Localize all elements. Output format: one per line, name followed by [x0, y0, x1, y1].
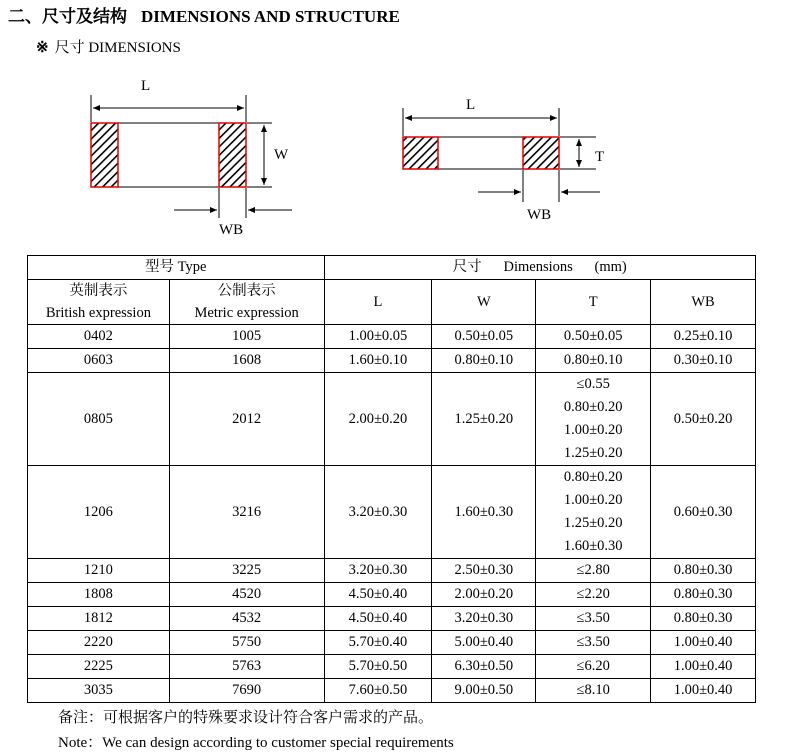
- length-cell: 3.20±0.30: [324, 559, 432, 583]
- thickness-value: 1.00±0.20: [563, 422, 623, 438]
- wb-cell: 1.00±0.40: [651, 655, 756, 679]
- terminal-left-side: [403, 137, 438, 169]
- thickness-value: 1.25±0.20: [563, 445, 623, 461]
- note-en: Note：We can design according to customer special requirements: [58, 735, 454, 751]
- terminal-right-side: [523, 137, 559, 169]
- length-cell: 2.00±0.20: [324, 373, 432, 466]
- width-cell: 9.00±0.50: [432, 679, 536, 703]
- length-cell: 4.50±0.40: [324, 607, 432, 631]
- thickness-value: ≤3.50: [576, 610, 610, 626]
- subtitle-cn: 尺寸: [54, 40, 85, 56]
- metric-code-cell: 4520: [169, 583, 324, 607]
- thickness-value: ≤3.50: [576, 634, 610, 650]
- width-cell: 5.00±0.40: [432, 631, 536, 655]
- thickness-cell: [536, 655, 651, 679]
- table-row: [28, 631, 756, 655]
- table-row: [28, 325, 756, 349]
- wb-cell: 0.30±0.10: [651, 349, 756, 373]
- width-cell: 0.50±0.05: [432, 325, 536, 349]
- length-cell: 5.70±0.50: [324, 655, 432, 679]
- british-header-en: British expression: [45, 305, 151, 321]
- table-header-row-2: [28, 280, 756, 325]
- thickness-cell: [536, 325, 651, 349]
- table-row: [28, 373, 756, 466]
- type-header: 型号 Type: [28, 256, 325, 280]
- metric-code-cell: 5750: [169, 631, 324, 655]
- note-cn: 备注：可根据客户的特殊要求设计符合客户需求的产品。: [58, 710, 434, 726]
- thickness-cell: [536, 559, 651, 583]
- side-wb-label: WB: [527, 207, 552, 223]
- reference-mark-icon: ※: [36, 40, 49, 56]
- top-wb-label: WB: [219, 222, 244, 238]
- wb-cell: 1.00±0.40: [651, 631, 756, 655]
- dimensions-header-cn: 尺寸: [452, 259, 482, 275]
- metric-header: [169, 280, 324, 325]
- terminal-right-top: [219, 123, 246, 187]
- metric-header-en: Metric expression: [194, 305, 299, 321]
- thickness-value: 1.60±0.30: [563, 538, 623, 554]
- length-cell: 1.00±0.05: [324, 325, 432, 349]
- terminal-left-top: [91, 123, 118, 187]
- table-row: [28, 607, 756, 631]
- british-header-cn: 英制表示: [69, 283, 128, 299]
- british-code-cell: 2225: [28, 655, 170, 679]
- section-title-en: DIMENSIONS AND STRUCTURE: [141, 7, 400, 26]
- side-length-label: L: [466, 97, 476, 113]
- wb-cell: 0.80±0.30: [651, 559, 756, 583]
- wb-cell: 0.25±0.10: [651, 325, 756, 349]
- length-cell: 7.60±0.50: [324, 679, 432, 703]
- thickness-value: 0.50±0.05: [563, 328, 623, 344]
- wb-cell: 0.80±0.30: [651, 607, 756, 631]
- side-view-diagram: [403, 97, 604, 223]
- thickness-cell: [536, 631, 651, 655]
- metric-code-cell: 3216: [169, 466, 324, 559]
- british-code-cell: 3035: [28, 679, 170, 703]
- thickness-cell: [536, 679, 651, 703]
- length-cell: 4.50±0.40: [324, 583, 432, 607]
- thickness-value: 0.80±0.20: [563, 399, 623, 415]
- width-cell: 6.30±0.50: [432, 655, 536, 679]
- thickness-value: ≤2.20: [576, 586, 610, 602]
- table-row: [28, 559, 756, 583]
- col-header-l: L: [324, 280, 432, 325]
- british-code-cell: 1808: [28, 583, 170, 607]
- col-header-t: T: [536, 280, 651, 325]
- thickness-cell: [536, 607, 651, 631]
- thickness-cell: [536, 466, 651, 559]
- metric-header-cn: 公制表示: [217, 283, 276, 299]
- section-title-cn: 二、尺寸及结构: [8, 7, 127, 26]
- thickness-value: ≤0.55: [576, 376, 610, 392]
- thickness-value: ≤8.10: [576, 682, 610, 698]
- metric-code-cell: 1608: [169, 349, 324, 373]
- top-view-diagram: [91, 78, 292, 238]
- british-code-cell: 2220: [28, 631, 170, 655]
- british-code-cell: 1812: [28, 607, 170, 631]
- width-cell: 2.50±0.30: [432, 559, 536, 583]
- thickness-value: 1.00±0.20: [563, 492, 623, 508]
- thickness-cell: [536, 373, 651, 466]
- metric-code-cell: 1005: [169, 325, 324, 349]
- dimensions-header: [324, 256, 755, 280]
- thickness-cell: [536, 349, 651, 373]
- thickness-value: 1.25±0.20: [563, 515, 623, 531]
- length-cell: 1.60±0.10: [324, 349, 432, 373]
- wb-cell: 0.50±0.20: [651, 373, 756, 466]
- thickness-cell: [536, 583, 651, 607]
- table-row: [28, 466, 756, 559]
- table-row: [28, 583, 756, 607]
- top-length-label: L: [141, 78, 151, 94]
- thickness-value: ≤2.80: [576, 562, 610, 578]
- width-cell: 2.00±0.20: [432, 583, 536, 607]
- subtitle-en: DIMENSIONS: [88, 40, 181, 56]
- dimensions-header-en: Dimensions: [503, 259, 573, 275]
- metric-code-cell: 4532: [169, 607, 324, 631]
- british-code-cell: 0805: [28, 373, 170, 466]
- british-code-cell: 0402: [28, 325, 170, 349]
- metric-code-cell: 2012: [169, 373, 324, 466]
- table-body: [28, 325, 756, 703]
- dimension-diagram: [0, 0, 798, 250]
- wb-cell: 0.60±0.30: [651, 466, 756, 559]
- british-header: [28, 280, 170, 325]
- british-code-cell: 1210: [28, 559, 170, 583]
- dimensions-table: [27, 255, 756, 703]
- wb-cell: 1.00±0.40: [651, 679, 756, 703]
- width-cell: 1.60±0.30: [432, 466, 536, 559]
- wb-cell: 0.80±0.30: [651, 583, 756, 607]
- top-width-label: W: [274, 147, 289, 163]
- col-header-w: W: [432, 280, 536, 325]
- table-row: [28, 349, 756, 373]
- length-cell: 5.70±0.40: [324, 631, 432, 655]
- table-header-row-1: [28, 256, 756, 280]
- british-code-cell: 0603: [28, 349, 170, 373]
- width-cell: 3.20±0.30: [432, 607, 536, 631]
- table-row: [28, 655, 756, 679]
- length-cell: 3.20±0.30: [324, 466, 432, 559]
- width-cell: 1.25±0.20: [432, 373, 536, 466]
- thickness-value: 0.80±0.10: [563, 352, 623, 368]
- side-thickness-label: T: [595, 149, 605, 165]
- width-cell: 0.80±0.10: [432, 349, 536, 373]
- thickness-value: ≤6.20: [576, 658, 610, 674]
- thickness-value: 0.80±0.20: [563, 469, 623, 485]
- british-code-cell: 1206: [28, 466, 170, 559]
- metric-code-cell: 7690: [169, 679, 324, 703]
- metric-code-cell: 3225: [169, 559, 324, 583]
- dimensions-header-unit: (mm): [594, 259, 627, 275]
- metric-code-cell: 5763: [169, 655, 324, 679]
- col-header-wb: WB: [651, 280, 756, 325]
- table-row: [28, 679, 756, 703]
